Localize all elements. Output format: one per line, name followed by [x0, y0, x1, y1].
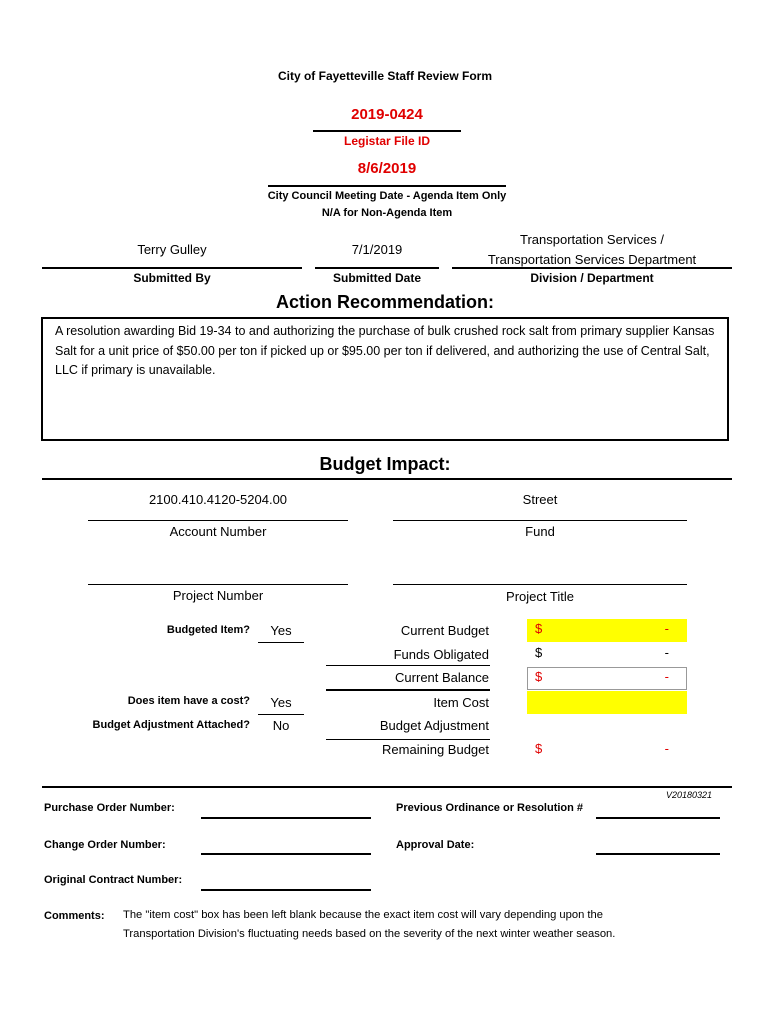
change-order-field[interactable] — [201, 853, 371, 855]
adjustment-attached-label: Budget Adjustment Attached? — [92, 719, 250, 731]
approval-date-label: Approval Date: — [396, 839, 475, 851]
adjustment-attached-value: No — [272, 718, 290, 733]
po-number-label: Purchase Order Number: — [44, 802, 175, 814]
current-balance-cell — [527, 667, 687, 690]
item-cost-label: Item Cost — [433, 695, 489, 710]
project-number-underline — [88, 584, 348, 585]
remaining-budget-value: - — [664, 741, 669, 756]
budget-adjustment-rule — [326, 739, 490, 740]
fund-underline — [393, 520, 687, 521]
funds-obligated-currency: $ — [535, 645, 543, 660]
current-budget-currency: $ — [535, 621, 543, 636]
po-number-field[interactable] — [201, 817, 371, 819]
prev-ordinance-field[interactable] — [596, 817, 720, 819]
submitted-date-value: 7/1/2019 — [351, 242, 403, 257]
remaining-budget-currency: $ — [535, 741, 543, 756]
project-title-underline — [393, 584, 687, 585]
fund-label: Fund — [525, 524, 555, 539]
comments-line1: The "item cost" box has been left blank because the exact item cost will vary depending upon the — [123, 909, 603, 921]
has-cost-label: Does item have a cost? — [127, 695, 250, 707]
account-number-label: Account Number — [169, 524, 267, 539]
submitted-date-label: Submitted Date — [332, 271, 421, 285]
funds-obligated-label: Funds Obligated — [393, 647, 489, 662]
approval-date-field[interactable] — [596, 853, 720, 855]
budgeted-item-underline — [258, 642, 304, 643]
project-title-label: Project Title — [506, 589, 574, 604]
account-number-value: 2100.410.4120-5204.00 — [148, 492, 288, 507]
project-number-label: Project Number — [172, 588, 264, 603]
division-value-line2: Transportation Services Department — [487, 252, 697, 267]
division-label: Division / Department — [530, 271, 654, 285]
original-contract-label: Original Contract Number: — [44, 874, 183, 886]
current-budget-value: - — [664, 621, 669, 636]
form-title: City of Fayetteville Staff Review Form — [277, 69, 493, 83]
has-cost-value: Yes — [270, 695, 292, 710]
current-balance-currency: $ — [535, 669, 543, 684]
submitted-date-underline — [315, 267, 439, 269]
has-cost-underline — [258, 714, 304, 715]
current-balance-value: - — [664, 669, 669, 684]
prev-ordinance-label: Previous Ordinance or Resolution # — [396, 802, 584, 814]
meeting-date-label: City Council Meeting Date - Agenda Item Only — [267, 190, 507, 202]
action-box — [41, 317, 729, 441]
budgeted-item-value: Yes — [270, 623, 292, 638]
division-value-line1: Transportation Services / — [519, 232, 665, 247]
meeting-date-underline — [268, 185, 506, 187]
current-budget-cell — [527, 619, 687, 642]
action-heading: Action Recommendation: — [275, 292, 494, 312]
budget-heading: Budget Impact: — [319, 454, 451, 474]
meeting-date: 8/6/2019 — [357, 160, 417, 177]
comments-label: Comments: — [44, 910, 105, 922]
action-text: A resolution awarding Bid 19-34 to and authorizing the purchase of bulk crushed rock salt from primary supplier Kansas Salt for a unit price of $50.00 per ton if picked up or $95.00 per ton if delivered, and authorizing the use of Central Salt, LLC if primary is unavailable. — [55, 324, 715, 377]
current-balance-rule — [326, 689, 490, 691]
original-contract-field[interactable] — [201, 889, 371, 891]
legistar-file-id: 2019-0424 — [351, 106, 423, 123]
budget-heading-rule — [42, 478, 732, 480]
legistar-file-id-label: Legistar File ID — [343, 134, 431, 148]
funds-obligated-rule — [326, 665, 490, 666]
division-underline — [452, 267, 732, 269]
item-cost-cell — [527, 691, 687, 714]
remaining-budget-label: Remaining Budget — [382, 742, 489, 757]
account-number-underline — [88, 520, 348, 521]
file-id-underline — [313, 130, 461, 132]
budget-adjustment-label: Budget Adjustment — [379, 718, 489, 733]
submitted-by-underline — [42, 267, 302, 269]
submitted-by-label: Submitted By — [133, 271, 211, 285]
current-balance-label: Current Balance — [395, 670, 489, 685]
form-version: V20180321 — [665, 790, 712, 800]
remaining-budget-cell — [527, 739, 687, 762]
fund-value: Street — [522, 492, 558, 507]
budgeted-item-label: Budgeted Item? — [166, 624, 250, 636]
meeting-date-sublabel: N/A for Non-Agenda Item — [321, 207, 453, 219]
current-budget-label: Current Budget — [400, 623, 489, 638]
submitted-by-value: Terry Gulley — [137, 242, 207, 257]
funds-obligated-value: - — [664, 645, 669, 660]
funds-obligated-cell — [527, 643, 687, 666]
comments-line2: Transportation Division's fluctuating needs based on the severity of the next winter weather season. — [123, 928, 616, 940]
change-order-label: Change Order Number: — [44, 839, 166, 851]
footer-rule — [42, 786, 732, 788]
